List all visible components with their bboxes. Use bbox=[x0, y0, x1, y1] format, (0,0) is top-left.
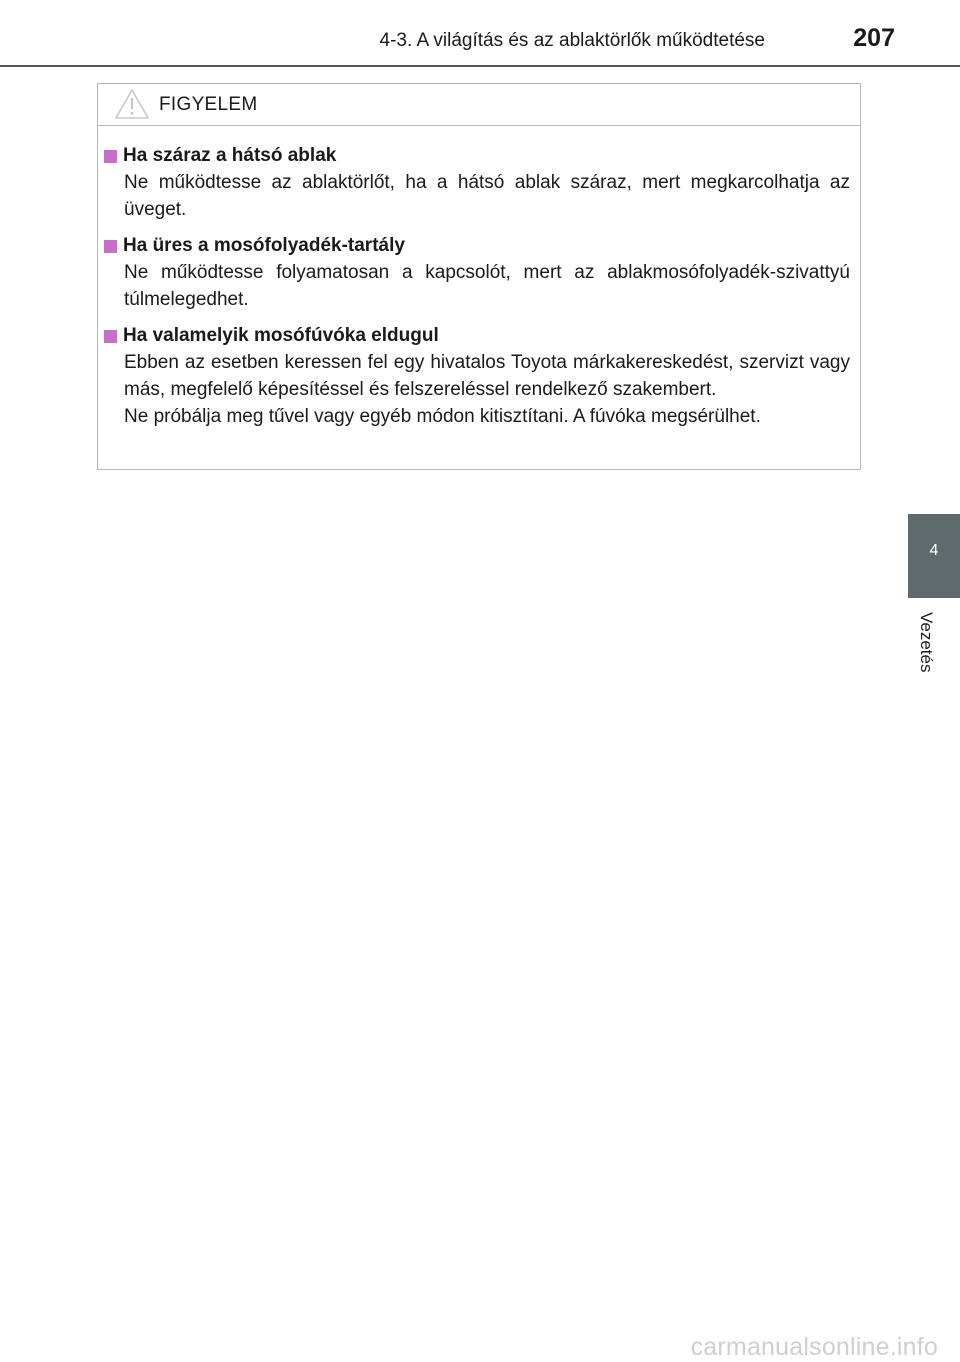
warning-title: FIGYELEM bbox=[159, 94, 258, 115]
chapter-title: 4-3. A világítás és az ablaktörlők működtetése bbox=[379, 30, 765, 51]
section-heading-text: Ha üres a mosófolyadék-tartály bbox=[123, 235, 405, 256]
chapter-side-label bbox=[912, 612, 938, 692]
section-heading bbox=[104, 323, 850, 349]
section-heading-text: Ha valamelyik mosófúvóka eldugul bbox=[123, 325, 439, 346]
footer-watermark: carmanualsonline.info bbox=[690, 1333, 938, 1361]
warning-body bbox=[98, 126, 860, 430]
chapter-tab-number: 4 bbox=[929, 542, 939, 559]
section-text-second: Ne próbálja meg tűvel vagy egyéb módon kitisztítani. A fúvóka megsérülhet. bbox=[124, 406, 761, 427]
warning-header bbox=[98, 84, 860, 126]
page-number: 207 bbox=[853, 24, 895, 52]
square-bullet-icon bbox=[104, 330, 117, 343]
warning-triangle-icon bbox=[114, 88, 150, 120]
section-heading-text: Ha száraz a hátsó ablak bbox=[123, 145, 337, 166]
section-text: Ne működtesse folyamatosan a kapcsolót, mert az ablakmosófolyadék-szivattyú túlmelegedhet. bbox=[124, 262, 850, 310]
header-divider bbox=[0, 65, 960, 67]
section-text: Ebben az esetben keressen fel egy hivatalos Toyota márkakereskedést, szervizt vagy más, megfelelő képesítéssel és felszereléssel rendelkező szakembert. bbox=[124, 352, 850, 400]
warning-section-dry-rear-window bbox=[104, 143, 850, 223]
warning-section-clogged-nozzle bbox=[104, 323, 850, 430]
chapter-tab bbox=[908, 514, 960, 598]
section-heading bbox=[104, 233, 850, 259]
section-heading bbox=[104, 143, 850, 169]
chapter-side-label-text: Vezetés bbox=[917, 612, 936, 673]
square-bullet-icon bbox=[104, 240, 117, 253]
warning-section-empty-washer-tank bbox=[104, 233, 850, 313]
square-bullet-icon bbox=[104, 150, 117, 163]
page-header bbox=[0, 0, 960, 70]
warning-box bbox=[97, 83, 861, 470]
section-text: Ne működtesse az ablaktörlőt, ha a hátsó ablak száraz, mert megkarcolhatja az üveget. bbox=[124, 172, 850, 220]
